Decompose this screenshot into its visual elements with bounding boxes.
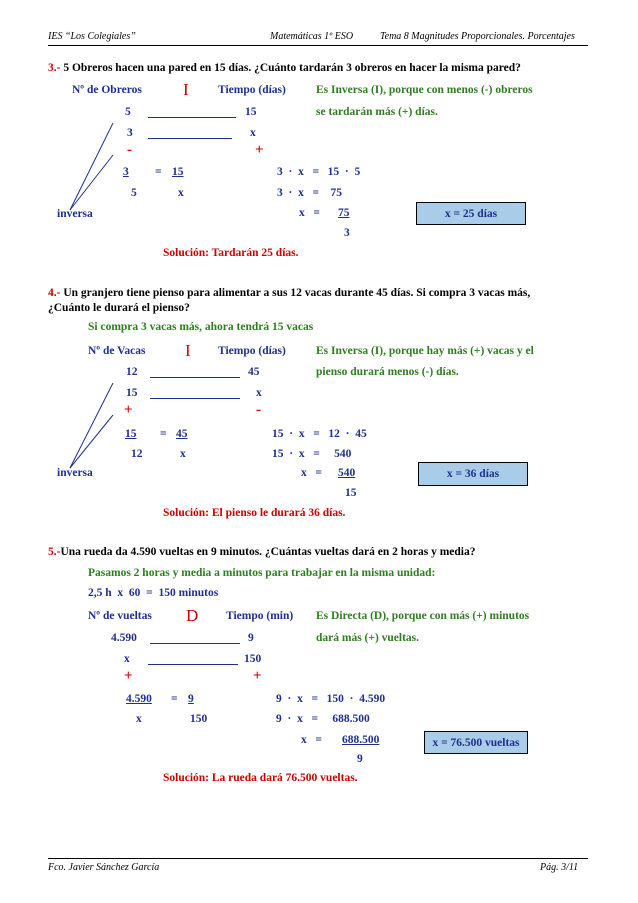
p3-sign-b: +: [255, 142, 264, 158]
p5-explanation-2: dará más (+) vueltas.: [316, 632, 420, 644]
p4-col1-header: Nº de Vacas: [88, 345, 146, 357]
p3-arrow-line-1: [70, 123, 113, 210]
p5-row1-b: 9: [248, 632, 254, 644]
p4-arrow-line-1: [70, 383, 113, 468]
p5-sign-b: +: [253, 668, 262, 684]
p5-row1-a: 4.590: [111, 632, 137, 644]
p4-frac-top-b: 45: [176, 428, 188, 440]
p5-frac-bot-a: x: [136, 713, 142, 725]
p4-explanation-1: Es Inversa (I), porque hay más (+) vacas y el: [316, 345, 534, 357]
p5-x-denominator: 9: [357, 753, 363, 765]
p5-frac-top-a: 4.590: [126, 693, 152, 705]
p3-frac-bot-b: x: [178, 187, 184, 199]
p3-row1-a: 5: [125, 106, 131, 118]
p4-frac-bot-a: 12: [131, 448, 143, 460]
p4-x-equals: x =: [301, 467, 322, 479]
p5-calc-1: 9 · x = 150 · 4.590: [276, 693, 386, 705]
p5-frac-bot-b: 150: [190, 713, 208, 725]
p3-solution: Solución: Tardarán 25 días.: [163, 247, 299, 259]
p3-arrow-line-2: [70, 155, 113, 210]
p5-explanation-1: Es Directa (D), porque con más (+) minutos: [316, 610, 530, 622]
p5-x-numerator: 688.500: [342, 734, 380, 746]
p4-x-denominator: 15: [345, 487, 357, 499]
p3-row1-b: 15: [245, 106, 257, 118]
p4-sign-b: -: [256, 402, 261, 418]
problem-5-statement: 5.-Una rueda da 4.590 vueltas en 9 minutos. ¿Cuántas vueltas dará en 2 horas y media?: [48, 546, 476, 558]
p4-explanation-2: pienso durará menos (-) días.: [316, 366, 459, 378]
p4-row1-b: 45: [248, 366, 260, 378]
footer-author: Fco. Javier Sánchez García: [48, 862, 160, 873]
p4-row2-b: x: [256, 387, 262, 399]
p3-col2-header: Tiempo (días): [218, 84, 286, 96]
p3-explanation-2: se tardarán más (+) días.: [316, 106, 438, 118]
p4-result: x = 36 días: [446, 468, 500, 480]
p4-frac-top-a: 15: [125, 428, 137, 440]
p5-col2-header: Tiempo (min): [226, 610, 294, 622]
p4-frac-bot-b: x: [180, 448, 186, 460]
p3-col1-header: Nº de Obreros: [72, 84, 142, 96]
p4-inversa-label: inversa: [57, 467, 93, 479]
problem-4-statement-1: 4.- Un granjero tiene pienso para alimentar a sus 12 vacas durante 45 días. Si compra 3 vacas más,: [48, 287, 531, 299]
p5-type-indicator: D: [186, 606, 199, 625]
p3-frac-top-a: 3: [123, 166, 129, 178]
p4-sign-a: +: [124, 402, 133, 418]
footer-divider: [48, 858, 588, 859]
p5-frac-eq: =: [171, 693, 178, 705]
p5-frac-top-b: 9: [188, 693, 194, 705]
p5-conversion: 2,5 h x 60 = 150 minutos: [88, 587, 219, 599]
p5-note: Pasamos 2 horas y media a minutos para trabajar en la misma unidad:: [88, 567, 436, 579]
header-subject: Matemáticas 1º ESO: [270, 31, 354, 42]
header-topic: Tema 8 Magnitudes Proporcionales. Porcentajes: [380, 31, 575, 42]
p4-arrow-line-2: [70, 415, 113, 468]
p5-calc-2: 9 · x = 688.500: [276, 713, 370, 725]
problem-4-statement-2: ¿Cuánto le durará el pienso?: [48, 302, 190, 314]
p3-x-equals: x =: [299, 207, 320, 219]
p3-result: x = 25 días: [444, 207, 498, 220]
p4-row2-a: 15: [126, 387, 138, 399]
p3-x-numerator: 75: [338, 207, 350, 219]
problem-3-statement: 3.- 5 Obreros hacen una pared en 15 días. ¿Cuánto tardarán 3 obreros en hacer la misma pared?: [48, 62, 521, 74]
p4-solution: Solución: El pienso le durará 36 días.: [163, 507, 346, 519]
p3-calc-1: 3 · x = 15 · 5: [277, 166, 361, 178]
p5-x-equals: x =: [301, 734, 322, 746]
p3-calc-2: 3 · x = 75: [277, 187, 343, 199]
header-school: IES “Los Colegiales”: [48, 31, 136, 42]
p3-inversa-label: inversa: [57, 208, 93, 220]
p5-result: x = 76.500 vueltas: [432, 736, 520, 749]
p4-col2-header: Tiempo (días): [218, 345, 286, 357]
p3-frac-bot-a: 5: [131, 187, 137, 199]
p5-solution: Solución: La rueda dará 76.500 vueltas.: [163, 772, 358, 784]
p4-frac-eq: =: [160, 428, 167, 440]
footer-page: Pág. 3/11: [540, 862, 579, 873]
p3-x-denominator: 3: [344, 227, 350, 239]
p4-x-numerator: 540: [338, 467, 356, 479]
p3-row2-a: 3: [127, 127, 133, 139]
p5-row2-b: 150: [244, 653, 262, 665]
p3-type-indicator: I: [183, 80, 189, 99]
p4-calc-2: 15 · x = 540: [272, 448, 352, 460]
p3-frac-eq: =: [155, 166, 162, 178]
p5-sign-a: +: [124, 668, 133, 684]
p4-type-indicator: I: [185, 341, 191, 360]
p5-col1-header: Nº de vueltas: [88, 610, 152, 622]
p4-note: Si compra 3 vacas más, ahora tendrá 15 vacas: [88, 321, 314, 333]
p3-explanation-1: Es Inversa (I), porque con menos (-) obreros: [316, 84, 533, 96]
p3-frac-top-b: 15: [172, 166, 184, 178]
p3-sign-a: -: [127, 142, 132, 158]
p4-row1-a: 12: [126, 366, 138, 378]
p3-row2-b: x: [250, 127, 256, 139]
p4-calc-1: 15 · x = 12 · 45: [272, 428, 367, 440]
p5-row2-a: x: [124, 653, 130, 665]
